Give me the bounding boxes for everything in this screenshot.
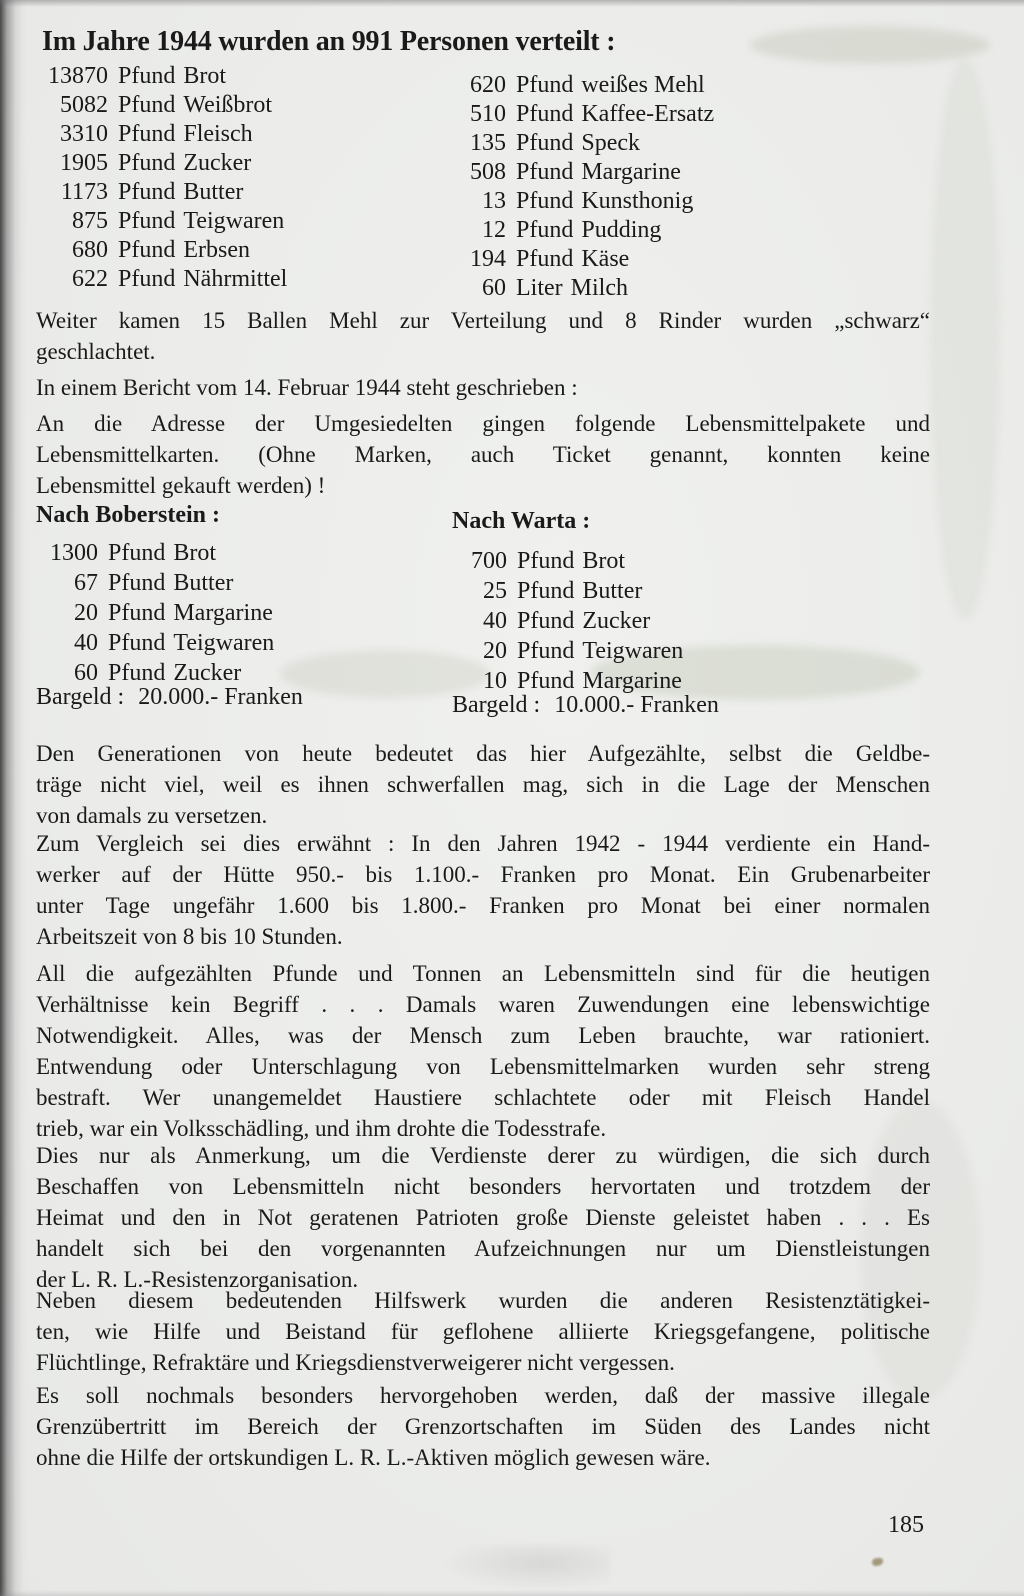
item-label: Milch [570,275,628,301]
item-label: Kunsthonig [581,188,694,214]
warta-list [452,546,683,696]
paragraph-neben [36,1285,930,1378]
distribution-row [40,62,287,91]
quantity-value: 3310 [60,121,108,147]
item-label: Nährmittel [183,266,288,292]
item-label: Zucker [582,608,651,634]
paragraph-vergleich [36,828,930,952]
text-line: ten, wie Hilfe und Beistand für geflohene alliierte Kriegsgefangene, politische [36,1319,930,1344]
paper-smudge [750,26,990,64]
distribution-row [448,158,714,187]
paragraph-weiter-kamen [36,305,930,367]
text-line: unter Tage ungefähr 1.600 bis 1.800.- Franken pro Monat bei einer normalen [36,893,930,918]
unit-label: Liter [516,275,563,301]
distribution-row [40,236,287,265]
item-label: Margarine [581,159,681,185]
unit-label: Pfund [516,246,574,272]
text-line: Lebensmittelkarten. (Ohne Marken, auch Ticket genannt, konnten keine [36,442,930,467]
unit-label: Pfund [118,92,176,118]
distribution-row [40,207,287,236]
distribution-row [36,538,274,568]
quantity-value: 67 [74,570,98,596]
quantity-value: 20 [483,638,507,664]
unit-label: Pfund [118,208,176,234]
text-line: Beschaffen von Lebensmitteln nicht besonders hervortaten und trotzdem der [36,1174,930,1199]
heading-nach-warta: Nach Warta : [452,508,591,534]
warta-cash [452,692,719,719]
distribution-row [36,598,274,628]
text-line: Weiter kamen 15 Ballen Mehl zur Verteilung und 8 Rinder wurden „schwarz“ [36,308,930,333]
scan-edge-shadow-left [0,0,28,1596]
unit-label: Pfund [516,130,574,156]
unit-label: Pfund [118,150,176,176]
text-line: Grenzübertritt im Bereich der Grenzortschaften im Süden des Landes nicht [36,1414,930,1439]
item-label: Butter [582,578,643,604]
cash-label: Bargeld : [452,692,541,718]
distribution-row [452,546,683,576]
quantity-value: 10 [483,668,507,694]
quantity-value: 40 [483,608,507,634]
distribution-row [40,149,287,178]
item-label: Margarine [173,600,273,626]
text-line: Heimat und den in Not geratenen Patrioten große Dienste geleistet haben . . . Es [36,1205,930,1230]
unit-label: Pfund [118,266,176,292]
paper-smudge [930,60,1000,620]
quantity-value: 13 [482,188,506,214]
quantity-value: 620 [470,72,506,98]
text-line: trieb, war ein Volksschädling, und ihm drohte die Todesstrafe. [36,1116,607,1141]
item-label: Erbsen [183,237,250,263]
text-line: Es soll nochmals besonders hervorgehoben werden, daß der massive illegale [36,1383,930,1408]
item-label: Fleisch [183,121,253,147]
quantity-value: 875 [72,208,108,234]
boberstein-cash [36,684,303,711]
text-line: Verhältnisse kein Begriff . . . Damals waren Zuwendungen eine lebenswichtige [36,992,930,1017]
quantity-value: 1905 [60,150,108,176]
quantity-value: 40 [74,630,98,656]
distribution-row [40,178,287,207]
unit-label: Pfund [516,188,574,214]
boberstein-list [36,538,274,688]
text-line: Dies nur als Anmerkung, um die Verdienste derer zu würdigen, die sich durch [36,1143,930,1168]
text-line: ohne die Hilfe der ortskundigen L. R. L.-Aktiven möglich gewesen wäre. [36,1445,711,1470]
quantity-value: 25 [483,578,507,604]
quantity-value: 700 [471,548,507,574]
distribution-row [448,129,714,158]
distribution-row [452,576,683,606]
unit-label: Pfund [517,578,575,604]
distribution-row [36,568,274,598]
cash-amount: 20.000.- Franken [138,684,303,710]
item-label: weißes Mehl [581,72,705,98]
quantity-value: 60 [74,660,98,686]
distribution-list-left [40,62,287,294]
paragraph-adresse [36,408,930,501]
text-line: Arbeitszeit von 8 bis 10 Stunden. [36,924,343,949]
distribution-row [448,245,714,274]
item-label: Teigwaren [183,208,285,234]
item-label: Kaffee-Ersatz [581,101,715,127]
unit-label: Pfund [517,608,575,634]
text-line: werker auf der Hütte 950.- bis 1.100.- Franken pro Monat. Ein Grubenarbeiter [36,862,930,887]
quantity-value: 510 [470,101,506,127]
unit-label: Pfund [108,570,166,596]
text-line: Entwendung oder Unterschlagung von Lebensmittelmarken wurden sehr streng [36,1054,930,1079]
text-line: Flüchtlinge, Refraktäre und Kriegsdienstverweigerer nicht vergessen. [36,1350,675,1375]
text-line: Lebensmittel gekauft werden) ! [36,473,326,498]
item-label: Brot [183,63,227,89]
unit-label: Pfund [118,179,176,205]
distribution-row [452,636,683,666]
distribution-list-right [448,71,714,303]
quantity-value: 5082 [60,92,108,118]
text-line: von damals zu versetzen. [36,803,268,828]
unit-label: Pfund [108,630,166,656]
item-label: Brot [582,548,626,574]
quantity-value: 680 [72,237,108,263]
unit-label: Pfund [517,638,575,664]
unit-label: Pfund [118,237,176,263]
item-label: Zucker [183,150,252,176]
distribution-row [448,100,714,129]
text-line: geschlachtet. [36,339,156,364]
text-line: Neben diesem bedeutenden Hilfswerk wurden die anderen Resistenztätigkei- [36,1288,930,1313]
unit-label: Pfund [517,548,575,574]
item-label: Margarine [582,668,682,694]
distribution-row [36,628,274,658]
item-label: Speck [581,130,640,156]
dust-speck [872,1558,883,1566]
unit-label: Pfund [108,660,166,686]
quantity-value: 12 [482,217,506,243]
unit-label: Pfund [118,63,176,89]
quantity-value: 1173 [60,179,108,205]
distribution-row [448,71,714,100]
paragraph-generationen [36,738,930,831]
item-label: Pudding [581,217,662,243]
unit-label: Pfund [516,72,574,98]
quantity-value: 135 [470,130,506,156]
distribution-row [448,187,714,216]
quantity-value: 1300 [50,540,98,566]
paragraph-anmerkung [36,1140,930,1295]
item-label: Zucker [173,660,242,686]
distribution-row [40,91,287,120]
page-title: Im Jahre 1944 wurden an 991 Personen verteilt : [42,26,616,57]
unit-label: Pfund [108,600,166,626]
paragraph-bericht [36,372,930,403]
text-line: In einem Bericht vom 14. Februar 1944 steht geschrieben : [36,375,578,400]
unit-label: Pfund [517,668,575,694]
cash-label: Bargeld : [36,684,125,710]
page-number: 185 [888,1512,924,1538]
quantity-value: 622 [72,266,108,292]
cash-amount: 10.000.- Franken [554,692,719,718]
heading-nach-boberstein: Nach Boberstein : [36,502,220,528]
distribution-row [448,274,714,303]
quantity-value: 60 [482,275,506,301]
paragraph-aufgezaehlte [36,958,930,1144]
unit-label: Pfund [108,540,166,566]
distribution-row [448,216,714,245]
item-label: Butter [183,179,244,205]
item-label: Brot [173,540,217,566]
quantity-value: 194 [470,246,506,272]
unit-label: Pfund [516,101,574,127]
text-line: Den Generationen von heute bedeutet das hier Aufgezählte, selbst die Geldbe- [36,741,930,766]
scan-edge-shadow-bottom [0,1590,1024,1596]
unit-label: Pfund [516,159,574,185]
text-line: Zum Vergleich sei dies erwähnt : In den Jahren 1942 - 1944 verdiente ein Hand- [36,831,930,856]
item-label: Käse [581,246,630,272]
quantity-value: 20 [74,600,98,626]
item-label: Teigwaren [582,638,684,664]
distribution-row [40,120,287,149]
text-line: handelt sich bei den vorgenannten Aufzeichnungen nur um Dienstleistungen [36,1236,930,1261]
paragraph-grenzuebertritt [36,1380,930,1473]
quantity-value: 13870 [48,63,108,89]
unit-label: Pfund [516,217,574,243]
quantity-value: 508 [470,159,506,185]
text-line: Notwendigkeit. Alles, was der Mensch zum Leben brauchte, war rationiert. [36,1023,930,1048]
item-label: Weißbrot [183,92,273,118]
text-line: träge nicht viel, weil es ihnen schwerfallen mag, sich in die Lage der Menschen [36,772,930,797]
distribution-row [452,606,683,636]
distribution-row [40,265,287,294]
text-line: All die aufgezählten Pfunde und Tonnen an Lebensmitteln sind für die heutigen [36,961,930,986]
item-label: Teigwaren [173,630,275,656]
paper-scratch [440,1545,610,1590]
unit-label: Pfund [118,121,176,147]
text-line: bestraft. Wer unangemeldet Haustiere schlachtete oder mit Fleisch Handel [36,1085,930,1110]
text-line: der L. R. L.-Resistenzorganisation. [36,1267,359,1292]
item-label: Butter [173,570,234,596]
scan-edge-shadow-top [0,0,1024,7]
text-line: An die Adresse der Umgesiedelten gingen folgende Lebensmittelpakete und [36,411,930,436]
